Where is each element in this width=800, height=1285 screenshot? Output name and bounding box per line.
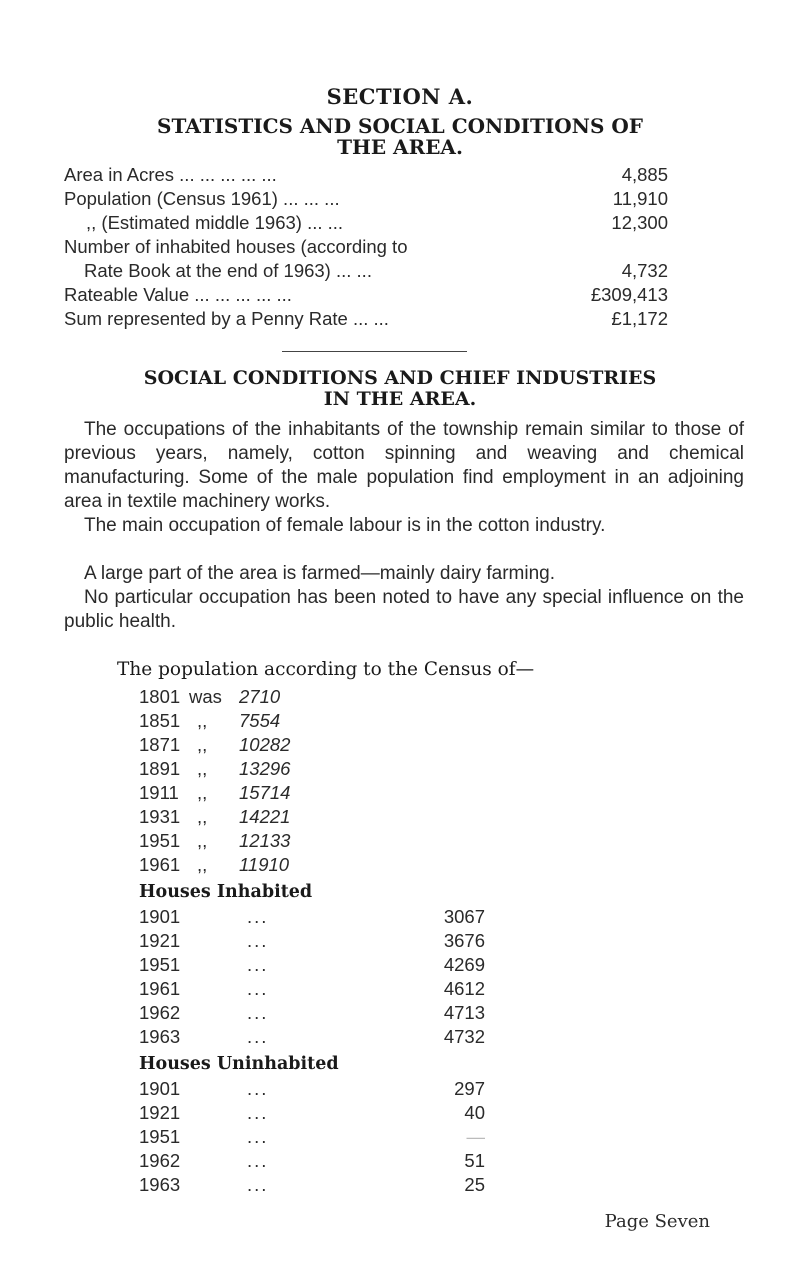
population-word: ,, [197,734,208,755]
population-word: ,, [197,710,208,731]
inhabited-heading: Houses Inhabited [139,882,313,902]
uninhabited-row [139,1174,485,1198]
inhabited-row [139,1026,485,1050]
inhabited-row [139,1002,485,1026]
inhabited-year: 1951 [139,954,181,975]
stat-label: Area in Acres ... ... ... ... ... [64,164,277,185]
inhabited-value: 4612 [443,978,485,999]
leader-dots: ... [247,1078,269,1099]
section-title: SECTION A. [326,84,474,109]
population-word: was [189,686,222,707]
population-word: ,, [197,782,208,803]
stat-value: 12,300 [611,212,668,233]
uninhabited-row [139,1126,485,1150]
inhabited-year: 1921 [139,930,181,951]
leader-dots: ... [247,1026,269,1047]
paragraph-farming: A large part of the area is farmed—mainly dairy farming. [84,563,555,584]
population-value: 7554 [239,710,281,731]
inhabited-year: 1901 [139,906,181,927]
stat-label: ,, (Estimated middle 1963) ... ... [86,212,344,233]
population-value: 13296 [239,758,291,779]
inhabited-value: 4732 [443,1026,485,1047]
population-year: 1871 [139,734,181,755]
stat-value: 4,732 [621,260,668,281]
inhabited-year: 1962 [139,1002,181,1023]
population-value: 12133 [239,830,291,851]
inhabited-year: 1961 [139,978,181,999]
uninhabited-year: 1963 [139,1174,181,1195]
divider [282,351,467,352]
stat-label: Sum represented by a Penny Rate ... ... [64,308,389,329]
stat-label: Number of inhabited houses (according to [64,236,408,257]
population-value: 14221 [239,806,291,827]
inhabited-value: 3676 [443,930,485,951]
social-title-line1: SOCIAL CONDITIONS AND CHIEF INDUSTRIES [143,367,657,389]
inhabited-row [139,930,485,954]
uninhabited-year: 1951 [139,1126,181,1147]
leader-dots: ... [247,906,269,927]
uninhabited-year: 1901 [139,1078,181,1099]
population-word: ,, [197,758,208,779]
leader-dots: ... [247,930,269,951]
stat-value: 4,885 [621,164,668,185]
population-heading: The population according to the Census of— [117,659,535,680]
uninhabited-value: 51 [464,1150,485,1171]
paragraph-occupations: The occupations of the inhabitants of the township remain similar to those of previous years, namely, cotton spinning and weaving and chemical manufacturing. Some of the male population find employment in an adjoining area in textile machinery works. [64,419,744,512]
population-year: 1931 [139,806,181,827]
stat-value: 11,910 [612,188,668,209]
population-year: 1961 [139,854,181,875]
population-year: 1891 [139,758,181,779]
leader-dots: ... [247,1002,269,1023]
paragraph-public-health: No particular occupation has been noted to have any special influence on the public health. [64,587,744,632]
uninhabited-value: 297 [454,1078,485,1099]
population-value: 10282 [239,734,291,755]
inhabited-row [139,906,485,930]
stats-title-line1: STATISTICS AND SOCIAL CONDITIONS OF [157,114,643,138]
inhabited-value: 4269 [443,954,485,975]
uninhabited-row [139,1102,485,1126]
leader-dots: ... [247,1150,269,1171]
population-year: 1911 [139,782,179,803]
leader-dots: ... [247,954,269,975]
stat-label: Rateable Value ... ... ... ... ... [64,284,292,305]
uninhabited-year: 1921 [139,1102,181,1123]
population-year: 1851 [139,710,181,731]
paragraph-female-labour: The main occupation of female labour is in the cotton industry. [84,515,606,536]
inhabited-year: 1963 [139,1026,181,1047]
population-value: 11910 [239,854,290,875]
inhabited-row [139,954,485,978]
uninhabited-year: 1962 [139,1150,181,1171]
stats-title-line2: THE AREA. [337,135,463,159]
leader-dots: ... [247,978,269,999]
population-word: ,, [197,806,208,827]
uninhabited-value: 40 [464,1102,485,1123]
uninhabited-row [139,1150,485,1174]
page-number: Page Seven [604,1211,710,1232]
uninhabited-value: — [466,1126,485,1147]
population-word: ,, [197,830,208,851]
inhabited-value: 3067 [443,906,485,927]
leader-dots: ... [247,1174,269,1195]
stat-label: Rate Book at the end of 1963) ... ... [84,260,372,281]
leader-dots: ... [247,1126,269,1147]
population-word: ,, [197,854,208,875]
stat-value: £309,413 [590,284,668,305]
uninhabited-value: 25 [464,1174,485,1195]
inhabited-row [139,978,485,1002]
population-value: 2710 [239,686,281,707]
population-year: 1951 [139,830,181,851]
population-value: 15714 [239,782,291,803]
inhabited-value: 4713 [443,1002,485,1023]
uninhabited-heading: Houses Uninhabited [139,1054,339,1074]
leader-dots: ... [247,1102,269,1123]
stat-label: Population (Census 1961) ... ... ... [64,188,340,209]
stat-value: £1,172 [611,308,668,329]
uninhabited-row [139,1078,485,1102]
social-title-line2: IN THE AREA. [323,388,477,410]
population-year: 1801 [139,686,181,707]
